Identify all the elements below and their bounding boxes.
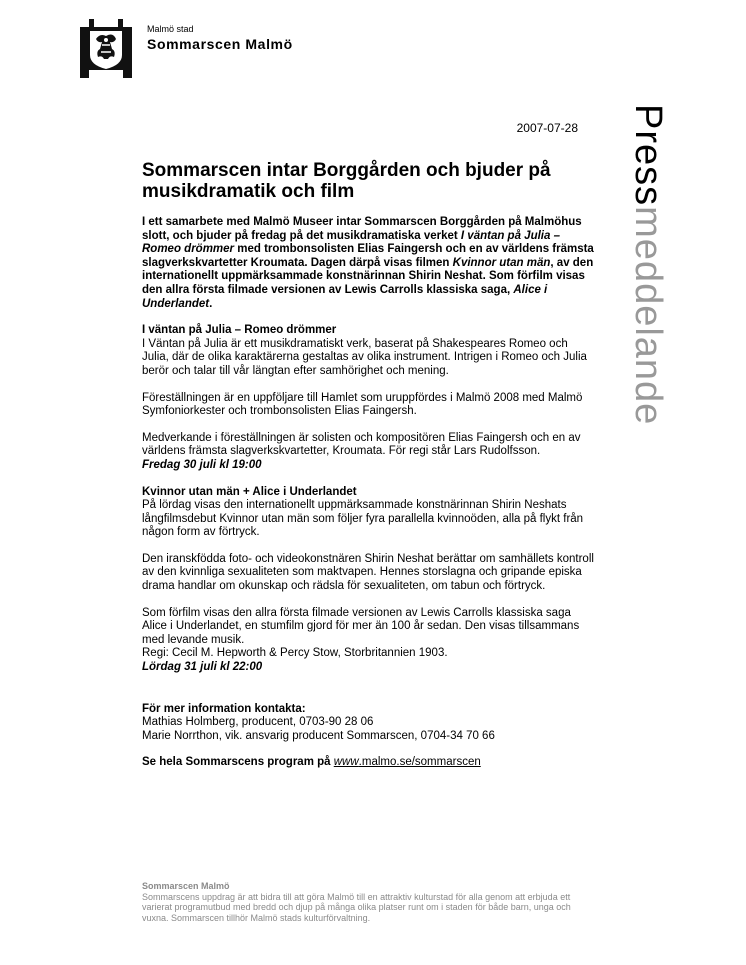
section2-paragraph-1: På lördag visas den internationellt uppmärksammade konstnärinnan Shirin Neshats långfilmsdebut Kvinnor utan män som följer fyra parallella kvinnoöden, alla på flykt från någon form av förtryck. bbox=[142, 499, 584, 539]
lead-title-alice: Alice i Underlandet bbox=[142, 283, 548, 310]
program-link-www: www bbox=[333, 756, 359, 769]
lead-text-3: , av den internationellt uppmärksammade konstnärinnan Shirin Neshat. Som förfilm visas den allra första filmade versionen av Lewis Carrolls klassiska saga, bbox=[142, 256, 594, 296]
org-name-small: Malmö stad bbox=[147, 24, 194, 34]
lead-text-2: med trombonsolisten Elias Faingersh och en av världens främsta slagverkskvartetter Kroumata. Dagen därpå visas filmen bbox=[142, 243, 594, 269]
document-body bbox=[142, 216, 597, 783]
section1-paragraph-2: Föreställningen är en uppföljare till Hamlet som uruppfördes i Malmö 2008 med Malmö Symfoniorkester och trombonsolisten Elias Faingersh. bbox=[142, 391, 583, 418]
section1-heading: I väntan på Julia – Romeo drömmer bbox=[142, 324, 337, 337]
lead-paragraph bbox=[142, 216, 597, 311]
section1-paragraph-1: I Väntan på Julia är ett musikdramatiskt verk, baserat på Shakespeares Romeo och Julia, där de olika karaktärerna gestaltas av olika instrument. Intrigen i Romeo och Julia berör och talar till vår längtan efter samhörighet och mening. bbox=[142, 337, 587, 377]
contact-block bbox=[142, 703, 597, 744]
section1-paragraph-3-block bbox=[142, 432, 597, 473]
program-link-rest: .malmo.se/sommarscen bbox=[358, 756, 481, 769]
lead-text-4: . bbox=[209, 297, 213, 310]
footer-title: Sommarscen Malmö bbox=[142, 881, 230, 891]
section2-heading: Kvinnor utan män + Alice i Underlandet bbox=[142, 485, 357, 498]
contact-heading: För mer information kontakta: bbox=[142, 702, 306, 715]
page-title: Sommarscen intar Borggården och bjuder på musikdramatik och film bbox=[142, 160, 551, 202]
vertical-label-light: meddelande bbox=[627, 206, 669, 426]
lead-title-julia: I väntan på Julia – Romeo drömmer bbox=[142, 229, 560, 256]
section2-intro bbox=[142, 486, 597, 540]
contact-line-2: Marie Norrthon, vik. ansvarig producent Sommarscen, 0704-34 70 66 bbox=[142, 729, 495, 742]
release-date: 2007-07-28 bbox=[516, 121, 578, 135]
section2-paragraph-3: Som förfilm visas den allra första filmade versionen av Lewis Carrolls klassiska saga Alice i Underlandet, en stumfilm gjord för mer än 100 år sedan. Den visas tillsammans med levande musik. bbox=[142, 606, 580, 646]
section2-credits: Regi: Cecil M. Hepworth & Percy Stow, Storbritannien 1903. bbox=[142, 647, 448, 660]
press-release-vertical-label bbox=[628, 104, 668, 425]
section2-paragraph-2: Den iranskfödda foto- och videokonstnären Shirin Neshat berättar om samhällets kontroll av den kvinnliga sexualiteten som maktvapen. Hennes storslagna och gripande episka drama handlar om okunskap och rädsla för sexualiteten, om tabun och förtryck. bbox=[142, 552, 594, 593]
malmo-coat-of-arms-logo bbox=[80, 19, 132, 78]
program-link[interactable] bbox=[334, 756, 481, 768]
org-name-large: Sommarscen Malmö bbox=[147, 36, 293, 52]
contact-line-1: Mathias Holmberg, producent, 0703-90 28 06 bbox=[142, 716, 374, 729]
footer-text: Sommarscens uppdrag är att bidra till att göra Malmö till en attraktiv kulturstad för alla genom att erbjuda ett varierat programutbud med bredd och djup på många olika platser runt om i staden för både barn, unga och vuxna. Sommarscen tillhör Malmö stads kulturförvaltning. bbox=[142, 891, 571, 923]
program-line bbox=[142, 756, 597, 770]
footer bbox=[142, 881, 582, 923]
section1-paragraph-3: Medverkande i föreställningen är solisten och kompositören Elias Faingersh och en av världens främsta slagverkskvartetter, Kroumata. För regi står Lars Rudolfsson. bbox=[142, 431, 581, 458]
section1-event-date: Fredag 30 juli kl 19:00 bbox=[142, 458, 262, 471]
lead-title-kvinnor: Kvinnor utan män bbox=[452, 256, 551, 269]
section2-paragraph-3-block bbox=[142, 607, 597, 675]
program-text: Se hela Sommarscens program på bbox=[142, 756, 334, 769]
vertical-label-dark: Press bbox=[627, 104, 669, 207]
section1-intro bbox=[142, 324, 597, 378]
section2-event-date: Lördag 31 juli kl 22:00 bbox=[142, 661, 263, 674]
lead-text-1: I ett samarbete med Malmö Museer intar Sommarscen Borggården på Malmöhus slott, och bjuder på fredag på det musikdramatiska verket bbox=[142, 216, 582, 242]
